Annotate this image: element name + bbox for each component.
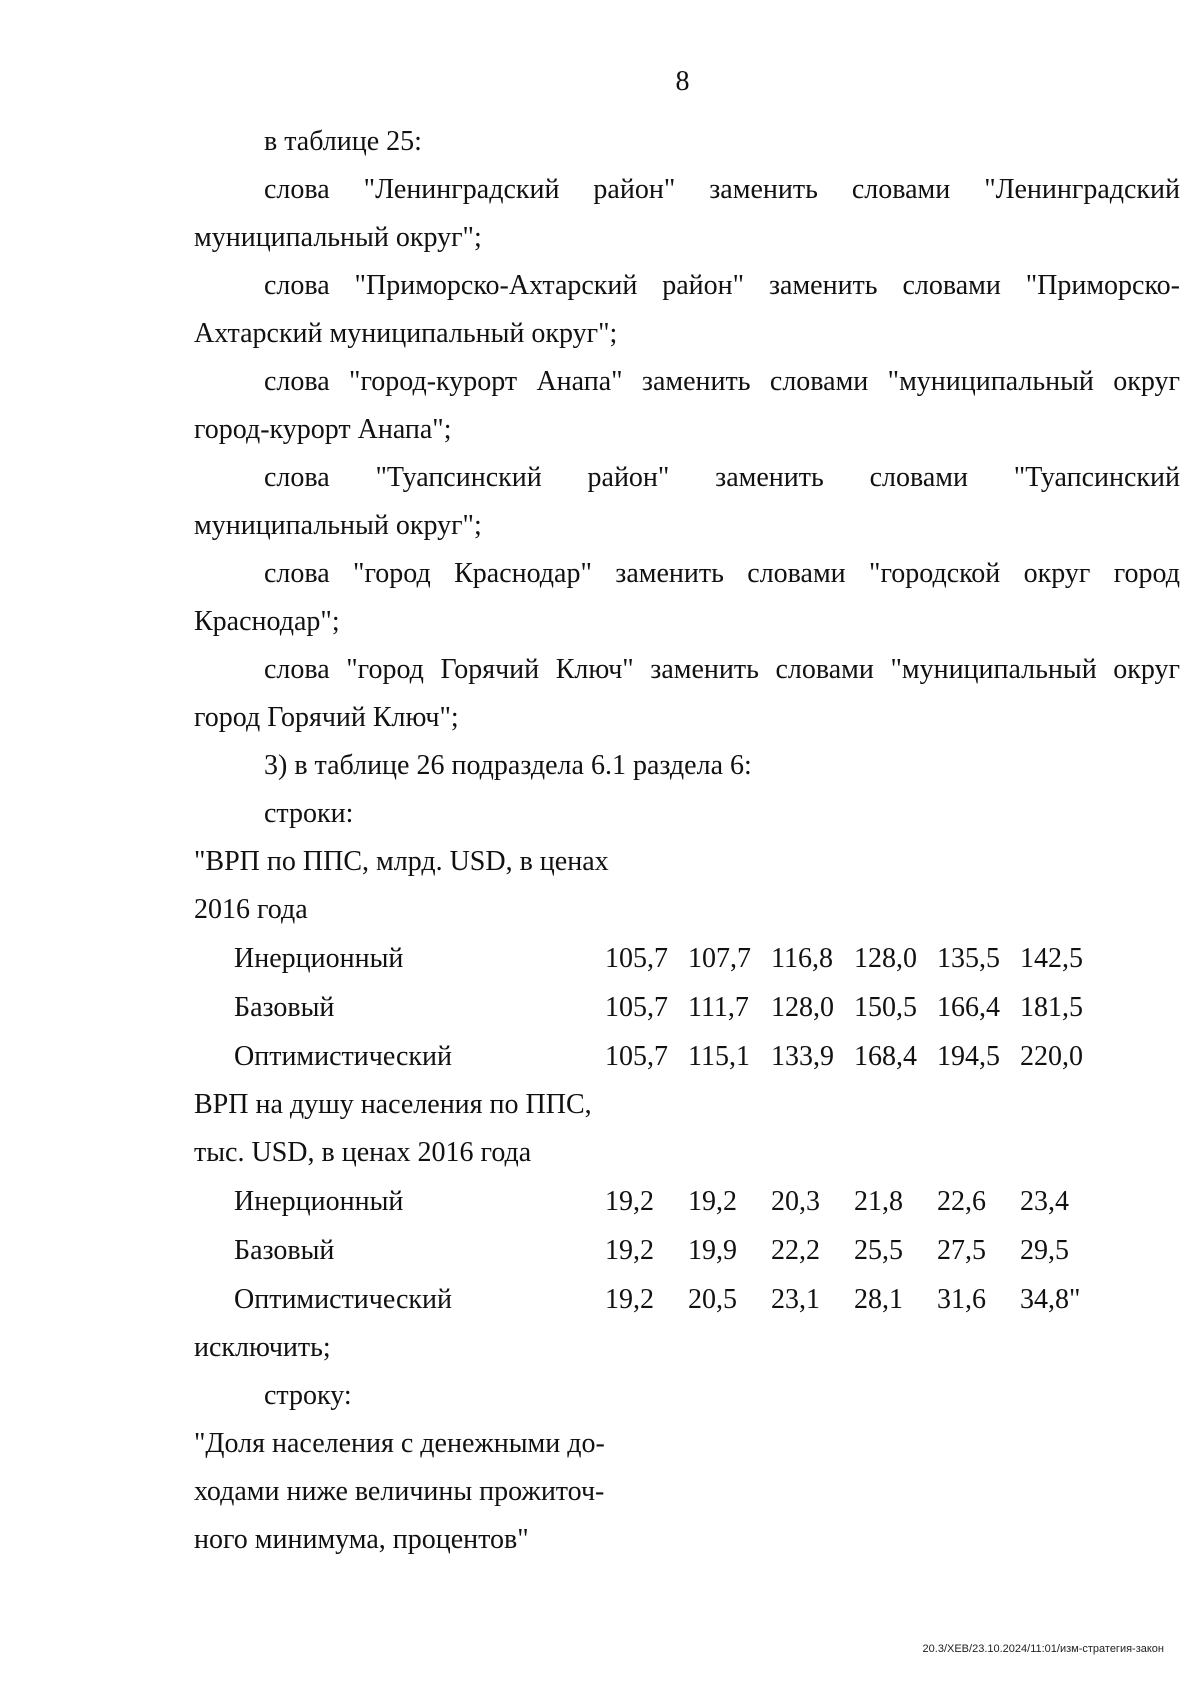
row-label: Инерционный	[234, 943, 404, 974]
document-footer-code: 20.3/ХЕВ/23.10.2024/11:01/изм-стратегия-закон	[922, 1643, 1164, 1655]
table-row	[194, 1032, 1180, 1081]
table-cell: 19,9	[688, 1235, 737, 1266]
table-cell: 142,5	[1020, 943, 1083, 974]
replacement-paragraph: слова "Ленинградский район" заменить словами "Ленинградский муниципальный округ";	[194, 174, 1180, 253]
exclude-line: исключить;	[194, 1332, 331, 1363]
page-number: 8	[675, 66, 690, 97]
table-cell: 135,5	[937, 943, 1000, 974]
table-cell: 19,2	[605, 1235, 654, 1266]
table-row	[194, 1275, 1180, 1324]
replacement-paragraph: слова "город Краснодар" заменить словами "городской округ город Краснодар";	[194, 558, 1180, 637]
table-cell: 111,7	[688, 992, 749, 1023]
table-cell: 115,1	[688, 1041, 750, 1072]
row-label: Оптимистический	[234, 1284, 452, 1315]
row-word: строку:	[264, 1380, 352, 1411]
table-cell: 166,4	[937, 992, 1000, 1023]
table-cell: 220,0	[1020, 1041, 1083, 1072]
table-cell: 29,5	[1020, 1235, 1069, 1266]
gdp-per-capita-table	[194, 1081, 1180, 1324]
table-cell: 20,5	[688, 1284, 737, 1315]
table-cell: 23,4	[1020, 1186, 1069, 1217]
table-row	[194, 934, 1180, 983]
table-title: 2016 года	[194, 894, 308, 925]
table-cell: 107,7	[688, 943, 751, 974]
row-label: Базовый	[234, 992, 335, 1023]
table-cell: 128,0	[771, 992, 834, 1023]
final-row-text: ходами ниже величины прожиточ-	[194, 1476, 605, 1507]
document-body	[194, 118, 1180, 1564]
table-row	[194, 1177, 1180, 1226]
table-cell: 105,7	[605, 1041, 668, 1072]
table-cell: 22,2	[771, 1235, 820, 1266]
replacement-paragraph: слова "город Горячий Ключ" заменить словами "муниципальный округ город Горячий Ключ";	[194, 654, 1180, 733]
table-title: ВРП на душу населения по ППС,	[194, 1089, 592, 1120]
table-cell: 28,1	[854, 1284, 903, 1315]
table-cell: 23,1	[771, 1284, 820, 1315]
table-cell: 31,6	[937, 1284, 986, 1315]
table-cell: 27,5	[937, 1235, 986, 1266]
intro-line: в таблице 25:	[264, 126, 422, 157]
table-cell: 25,5	[854, 1235, 903, 1266]
table-row	[194, 1226, 1180, 1275]
table-cell: 168,4	[854, 1041, 917, 1072]
rows-word: строки:	[264, 798, 354, 829]
table-title: "ВРП по ППС, млрд. USD, в ценах	[194, 846, 609, 877]
row-label: Инерционный	[234, 1186, 404, 1217]
item-3-heading: 3) в таблице 26 подраздела 6.1 раздела 6:	[264, 750, 752, 781]
table-cell: 34,8"	[1020, 1284, 1081, 1315]
replacement-paragraph: слова "город-курорт Анапа" заменить словами "муниципальный округ город-курорт Анапа";	[194, 366, 1180, 445]
table-cell: 133,9	[771, 1041, 834, 1072]
row-label: Базовый	[234, 1235, 335, 1266]
table-row	[194, 983, 1180, 1032]
table-cell: 150,5	[854, 992, 917, 1023]
table-cell: 22,6	[937, 1186, 986, 1217]
table-title: тыс. USD, в ценах 2016 года	[194, 1137, 532, 1168]
table-cell: 19,2	[605, 1284, 654, 1315]
table-cell: 116,8	[771, 943, 833, 974]
gdp-ppp-table	[194, 838, 1180, 1081]
final-row-text: ного минимума, процентов"	[194, 1524, 529, 1555]
replacement-paragraph: слова "Туапсинский район" заменить словами "Туапсинский муниципальный округ";	[194, 462, 1180, 541]
table-cell: 128,0	[854, 943, 917, 974]
table-cell: 19,2	[688, 1186, 737, 1217]
table-cell: 21,8	[854, 1186, 903, 1217]
replacement-paragraph: слова "Приморско-Ахтарский район" заменить словами "Приморско-Ахтарский муниципальный округ";	[194, 270, 1180, 349]
final-row-text: "Доля населения с денежными до-	[194, 1428, 605, 1459]
table-cell: 181,5	[1020, 992, 1083, 1023]
table-cell: 105,7	[605, 992, 668, 1023]
table-cell: 20,3	[771, 1186, 820, 1217]
table-cell: 105,7	[605, 943, 668, 974]
table-cell: 19,2	[605, 1186, 654, 1217]
row-label: Оптимистический	[234, 1041, 452, 1072]
table-cell: 194,5	[937, 1041, 1000, 1072]
